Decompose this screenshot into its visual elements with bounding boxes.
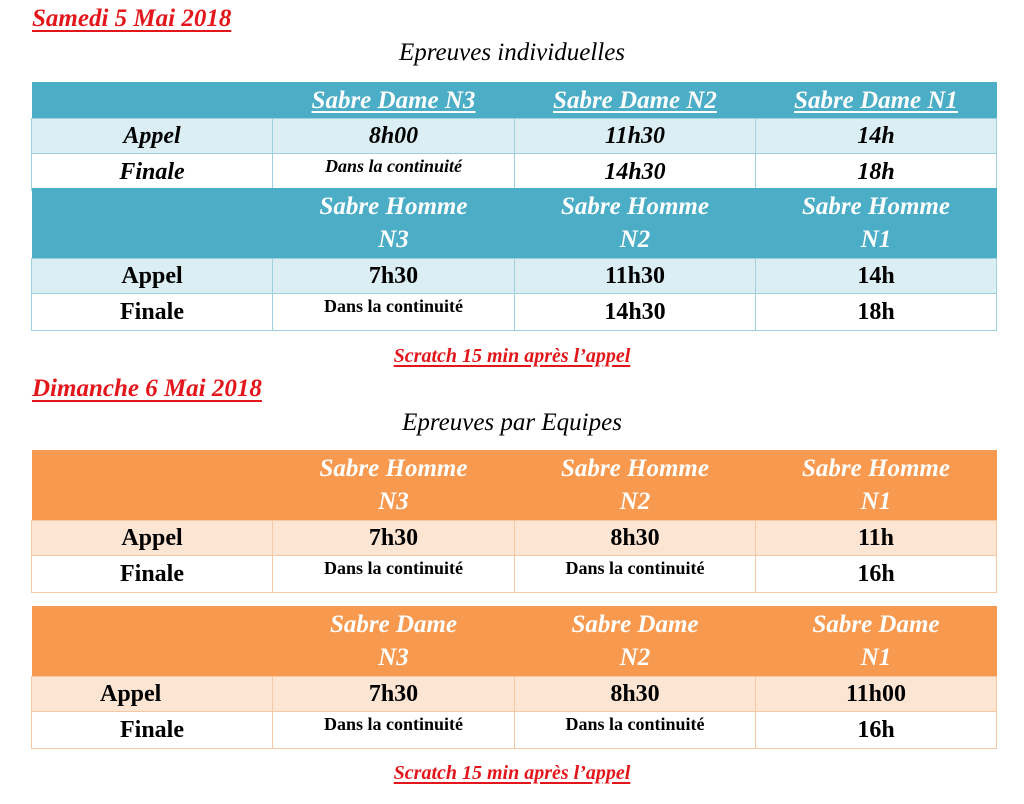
- row-label: Finale: [32, 154, 273, 191]
- cell-n1: 11h00: [756, 677, 997, 712]
- row-label: Appel: [32, 521, 273, 556]
- saturday-scratch-note: Scratch 15 min après l’appel: [393, 345, 631, 367]
- cell-n2: 8h30: [515, 677, 756, 712]
- sunday-subtitle: Epreuves par Equipes: [402, 409, 622, 436]
- sunday-title: Dimanche 6 Mai 2018: [32, 375, 262, 402]
- cell-n3: Dans la continuité: [273, 712, 515, 749]
- table-row-finale: [32, 154, 997, 191]
- row-label: Finale: [32, 712, 273, 749]
- cell-n1: 16h: [756, 556, 997, 593]
- table-row-finale: [32, 712, 997, 749]
- header-cell-empty: [32, 606, 273, 677]
- cell-n3: 7h30: [273, 677, 515, 712]
- cell-n2: Dans la continuité: [515, 556, 756, 593]
- cell-n2: Dans la continuité: [515, 712, 756, 749]
- header-cell-empty: [32, 82, 273, 119]
- header-cell-n3: Sabre Dame N3: [273, 606, 515, 677]
- row-label: Finale: [32, 556, 273, 593]
- header-cell-n3: Sabre Dame N3: [273, 82, 515, 119]
- table-row-appel: [32, 259, 997, 294]
- cell-n1: 18h: [756, 154, 997, 191]
- header-cell-n2: Sabre Dame N2: [515, 82, 756, 119]
- cell-n2: 8h30: [515, 521, 756, 556]
- sunday-dames-table: [31, 606, 997, 749]
- table-header-row: [32, 82, 997, 119]
- saturday-title: Samedi 5 Mai 2018: [32, 5, 232, 32]
- cell-n2: 14h30: [515, 294, 756, 331]
- cell-n1: 16h: [756, 712, 997, 749]
- cell-n2: 11h30: [515, 259, 756, 294]
- header-cell-n3: Sabre Homme N3: [273, 450, 515, 521]
- cell-n3: 7h30: [273, 259, 515, 294]
- saturday-subtitle: Epreuves individuelles: [398, 39, 626, 66]
- header-cell-n1: Sabre Homme N1: [756, 188, 997, 259]
- saturday-hommes-table: [31, 188, 997, 331]
- cell-n2: 11h30: [515, 119, 756, 154]
- header-cell-n3: Sabre Homme N3: [273, 188, 515, 259]
- header-cell-n2: Sabre Dame N2: [515, 606, 756, 677]
- table-row-appel: [32, 521, 997, 556]
- cell-n1: 18h: [756, 294, 997, 331]
- sunday-scratch-note: Scratch 15 min après l’appel: [393, 762, 631, 784]
- cell-n1: 11h: [756, 521, 997, 556]
- header-cell-n1: Sabre Dame N1: [756, 82, 997, 119]
- row-label: Finale: [32, 294, 273, 331]
- cell-n3: Dans la continuité: [273, 556, 515, 593]
- table-header-row: [32, 606, 997, 677]
- sunday-hommes-table: [31, 450, 997, 593]
- cell-n3: 7h30: [273, 521, 515, 556]
- row-label: Appel: [32, 119, 273, 154]
- table-row-finale: [32, 556, 997, 593]
- header-cell-n1: Sabre Homme N1: [756, 450, 997, 521]
- row-label: Appel: [32, 259, 273, 294]
- table-row-appel: [32, 119, 997, 154]
- header-cell-n2: Sabre Homme N2: [515, 450, 756, 521]
- header-cell-empty: [32, 450, 273, 521]
- cell-n1: 14h: [756, 259, 997, 294]
- table-row-finale: [32, 294, 997, 331]
- saturday-dames-table: [31, 82, 997, 191]
- row-label: Appel: [32, 677, 273, 712]
- cell-n2: 14h30: [515, 154, 756, 191]
- cell-n1: 14h: [756, 119, 997, 154]
- table-header-row: [32, 188, 997, 259]
- header-cell-empty: [32, 188, 273, 259]
- table-header-row: [32, 450, 997, 521]
- header-cell-n1: Sabre Dame N1: [756, 606, 997, 677]
- cell-n3: 8h00: [273, 119, 515, 154]
- table-row-appel: [32, 677, 997, 712]
- header-cell-n2: Sabre Homme N2: [515, 188, 756, 259]
- cell-n3: Dans la continuité: [273, 294, 515, 331]
- cell-n3: Dans la continuité: [273, 154, 515, 191]
